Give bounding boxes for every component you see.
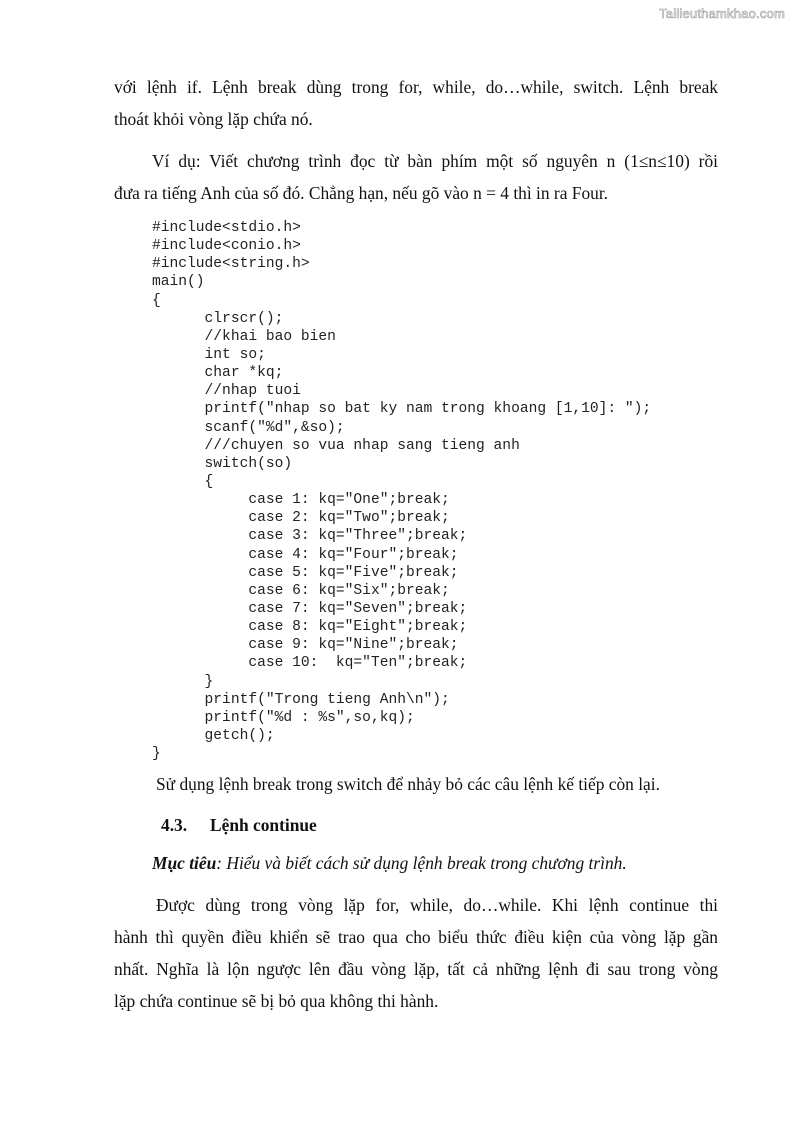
objective-text: : Hiểu và biết cách sử dụng lệnh break trong chương trình. <box>216 853 627 873</box>
text-line: hành thì quyền điều khiển sẽ trao qua cho biểu thức điều kiện của vòng lặp gần <box>114 927 718 947</box>
text-line: lặp chứa continue sẽ bị bỏ qua không thi hành. <box>114 991 439 1011</box>
code-line: { <box>152 292 161 309</box>
code-line: case 9: kq="Nine";break; <box>152 637 459 654</box>
code-line: printf("%d : %s",so,kq); <box>152 709 415 726</box>
code-line: ///chuyen so vua nhap sang tieng anh <box>152 437 520 454</box>
code-line: main() <box>152 274 205 291</box>
text-line: thoát khỏi vòng lặp chứa nó. <box>114 109 313 129</box>
text-line: Ví dụ: Viết chương trình đọc từ bàn phím một số nguyên n (1≤n≤10) rồi <box>152 151 718 171</box>
section-title: Lệnh continue <box>210 815 317 835</box>
code-line: case 5: kq="Five";break; <box>152 564 459 581</box>
code-line: { <box>152 473 214 490</box>
paragraph-intro <box>114 71 718 135</box>
code-line: printf("nhap so bat ky nam trong khoang [1,10]: "); <box>152 401 652 418</box>
paragraph-example <box>114 145 718 209</box>
text-line: với lệnh if. Lệnh break dùng trong for, while, do…while, switch. Lệnh break <box>114 77 718 97</box>
objective-line <box>152 847 627 879</box>
text-line: nhất. Nghĩa là lộn ngược lên đầu vòng lặp, tất cả những lệnh đi sau trong vòng <box>114 959 718 979</box>
code-line: } <box>152 673 214 690</box>
code-line: case 4: kq="Four";break; <box>152 546 459 563</box>
code-line: case 3: kq="Three";break; <box>152 528 468 545</box>
code-block <box>152 219 651 763</box>
code-line: //khai bao bien <box>152 328 336 345</box>
code-line: case 6: kq="Six";break; <box>152 582 450 599</box>
code-line: printf("Trong tieng Anh\n"); <box>152 691 450 708</box>
code-line: #include<string.h> <box>152 256 310 273</box>
watermark: Tailieuthamkhao.com <box>659 6 785 21</box>
code-line: scanf("%d",&so); <box>152 419 345 436</box>
code-line: #include<conio.h> <box>152 238 301 255</box>
objective-label: Mục tiêu <box>152 853 217 873</box>
code-line: } <box>152 746 161 763</box>
code-line: #include<stdio.h> <box>152 220 301 236</box>
code-line: char *kq; <box>152 365 284 382</box>
code-line: case 2: kq="Two";break; <box>152 510 450 527</box>
text-line: đưa ra tiếng Anh của số đó. Chẳng hạn, nếu gõ vào n = 4 thì in ra Four. <box>114 183 609 203</box>
paragraph-continue <box>114 889 718 1017</box>
code-line: switch(so) <box>152 455 293 472</box>
code-line: //nhap tuoi <box>152 383 301 400</box>
section-number: 4.3. <box>161 815 188 835</box>
code-line: clrscr(); <box>152 310 284 327</box>
code-line: case 7: kq="Seven";break; <box>152 600 468 617</box>
code-line: int so; <box>152 346 266 363</box>
section-heading <box>161 809 317 841</box>
code-line: case 10: kq="Ten";break; <box>152 655 468 672</box>
code-line: case 1: kq="One";break; <box>152 492 450 509</box>
paragraph-note: Sử dụng lệnh break trong switch để nhảy bỏ các câu lệnh kế tiếp còn lại. <box>156 774 660 794</box>
text-line: Được dùng trong vòng lặp for, while, do…while. Khi lệnh continue thi <box>156 895 718 915</box>
code-line: case 8: kq="Eight";break; <box>152 619 468 636</box>
code-line: getch(); <box>152 727 275 744</box>
